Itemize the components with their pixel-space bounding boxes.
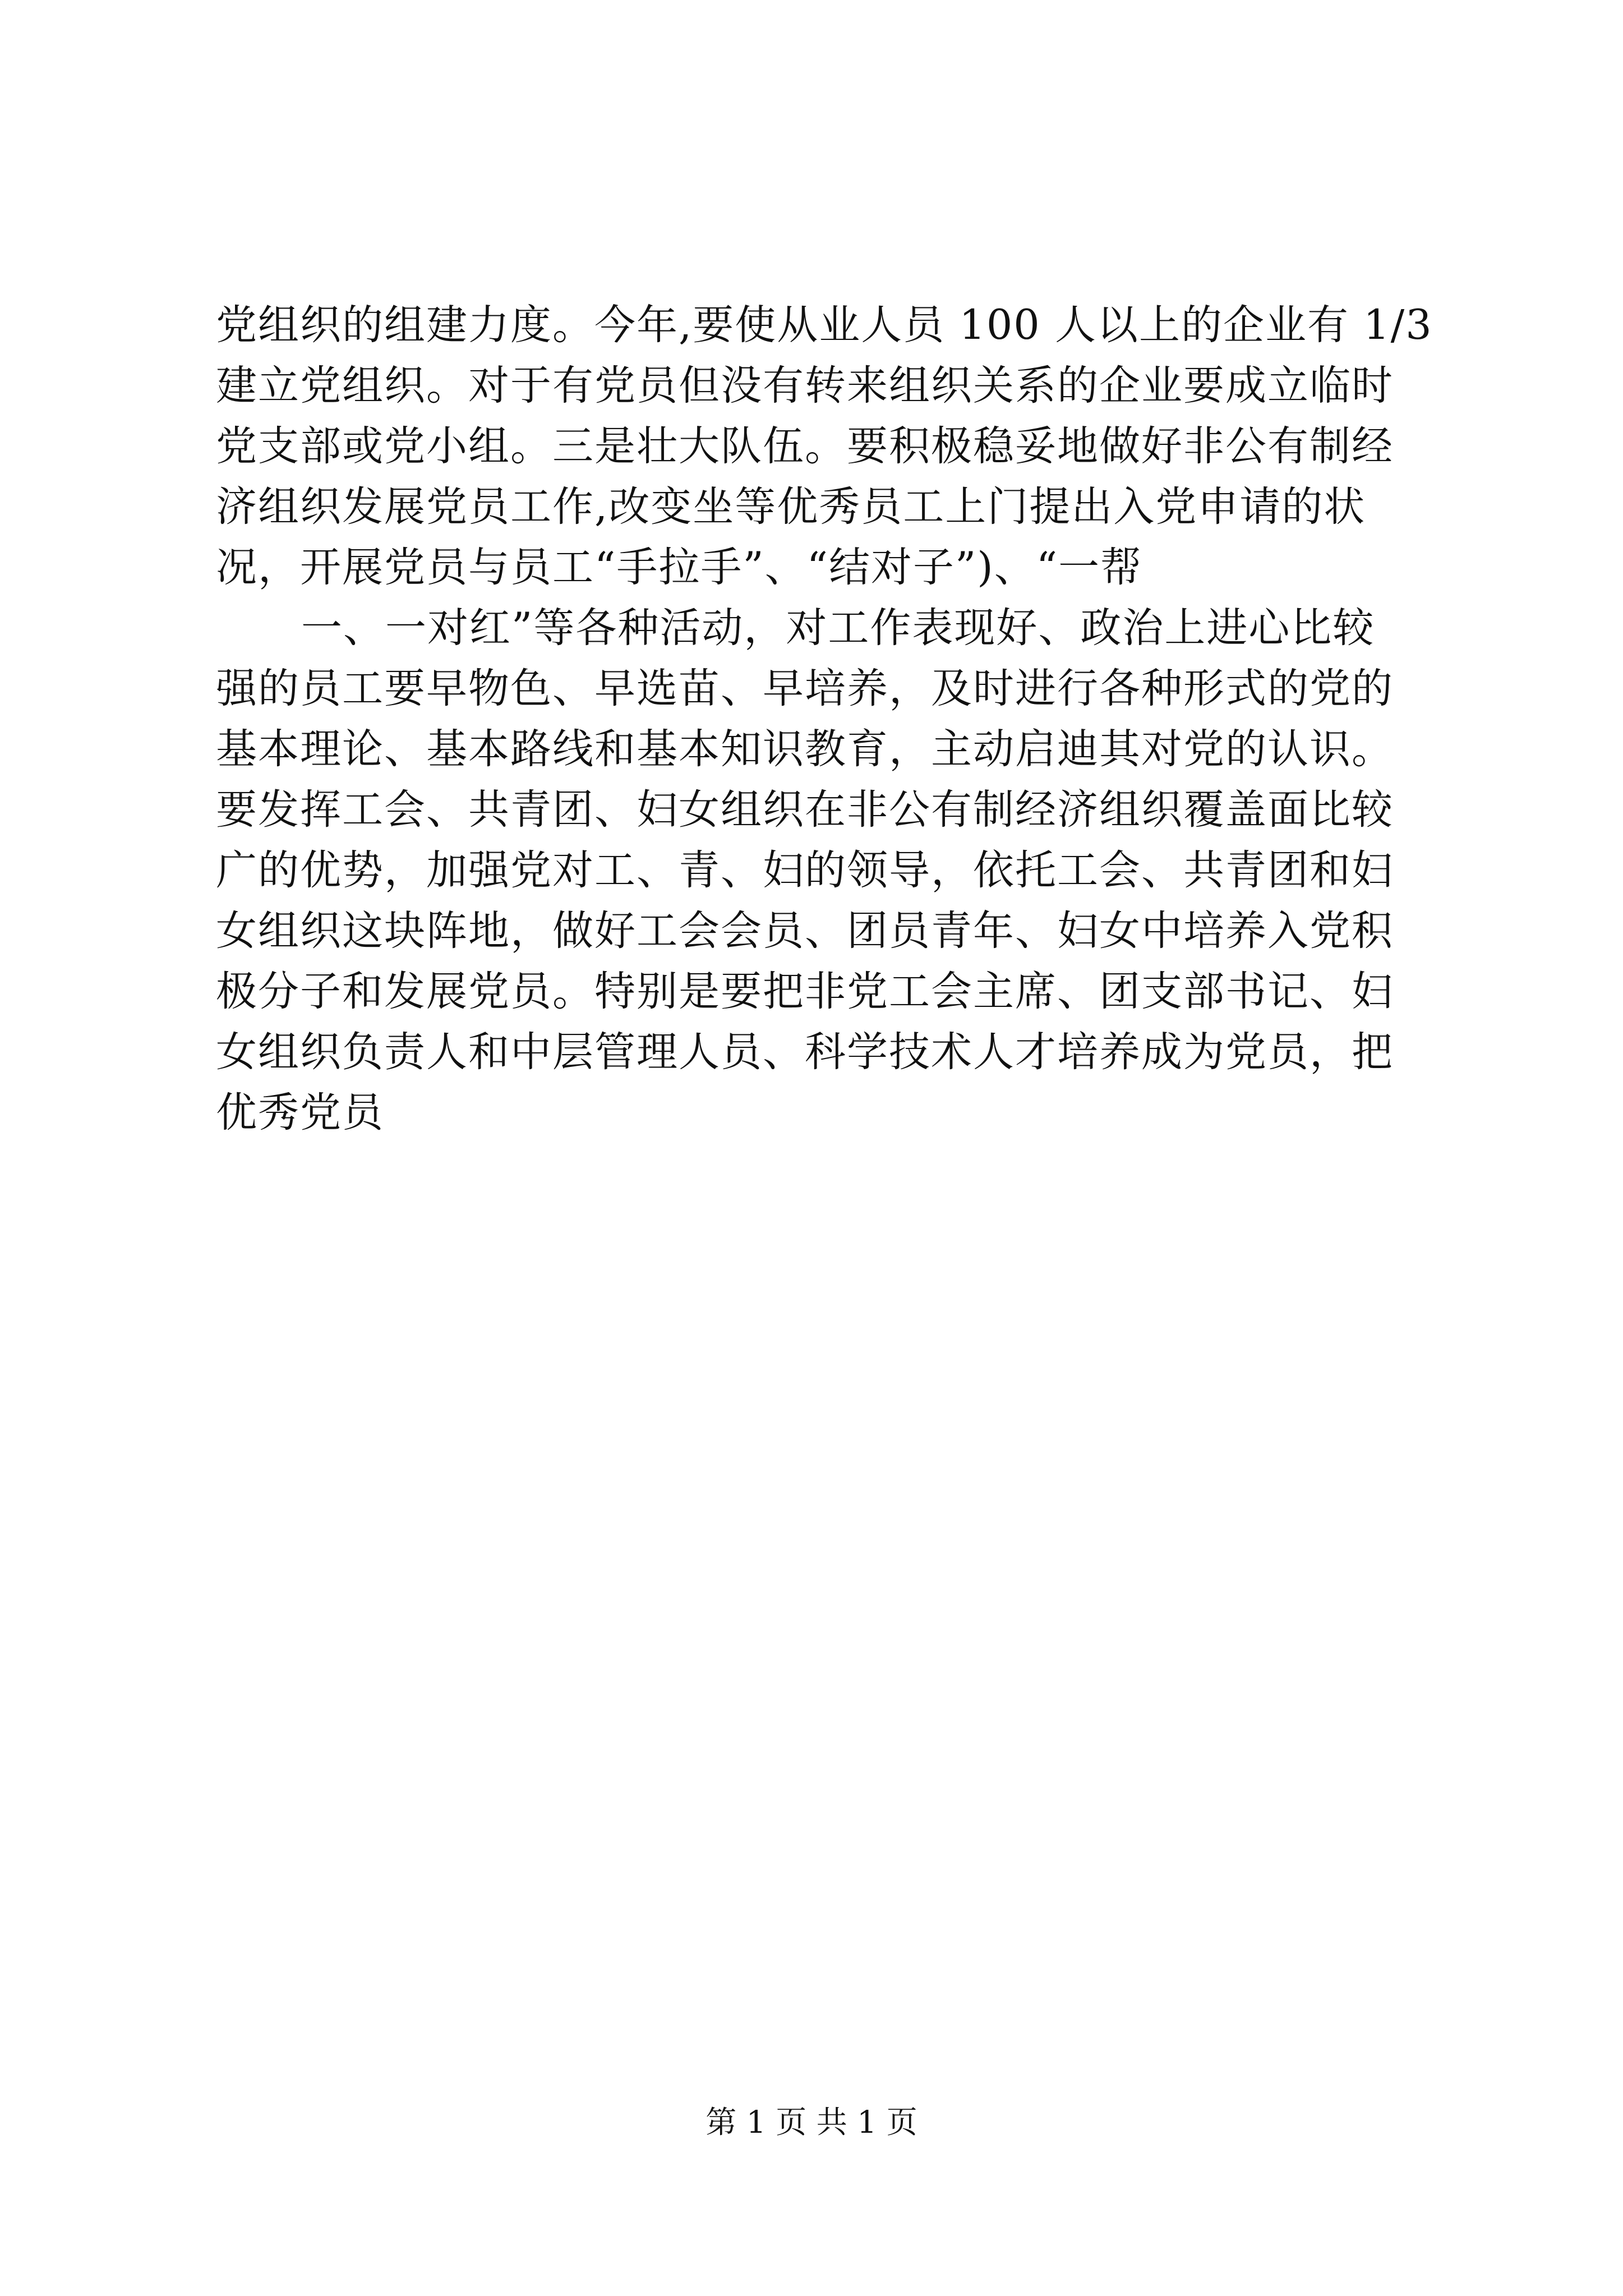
text-line: 况，开展党员与员工“手拉手”、“结对子”)、“一帮 (216, 544, 1143, 591)
body-text (216, 295, 1438, 1143)
text-line: 强的员工要早物色、早选苗、早培养，及时进行各种形式的党的 (216, 665, 1394, 712)
text-line: 极分子和发展党员。特别是要把非党工会主席、团支部书记、妇 (216, 968, 1394, 1015)
paragraph-first-line: 一、一对红”等各种活动，对工作表现好、政治上进心比较 (301, 604, 1375, 652)
page-footer: 第 1 页 共 1 页 (706, 2104, 917, 2140)
text-line: 女组织负责人和中层管理人员、科学技术人才培养成为党员，把 (216, 1028, 1394, 1076)
text-line: 建立党组织。对于有党员但没有转来组织关系的企业要成立临时 (216, 362, 1394, 409)
text-line: 广的优势，加强党对工、青、妇的领导，依托工会、共青团和妇 (216, 846, 1394, 894)
text-line: 济组织发展党员工作,改变坐等优秀员工上门提出入党申请的状 (216, 483, 1366, 531)
text-line: 党支部或党小组。三是壮大队伍。要积极稳妥地做好非公有制经 (216, 422, 1394, 470)
text-line: 要发挥工会、共青团、妇女组织在非公有制经济组织覆盖面比较 (216, 786, 1394, 834)
text-line: 党组织的组建力度。今年,要使从业人员 100 人以上的企业有 1/3 (216, 301, 1433, 349)
text-line: 基本理论、基本路线和基本知识教育，主动启迪其对党的认识。 (216, 725, 1394, 773)
text-line: 优秀党员 (216, 1089, 384, 1137)
text-line: 女组织这块阵地，做好工会会员、团员青年、妇女中培养入党积 (216, 907, 1394, 955)
